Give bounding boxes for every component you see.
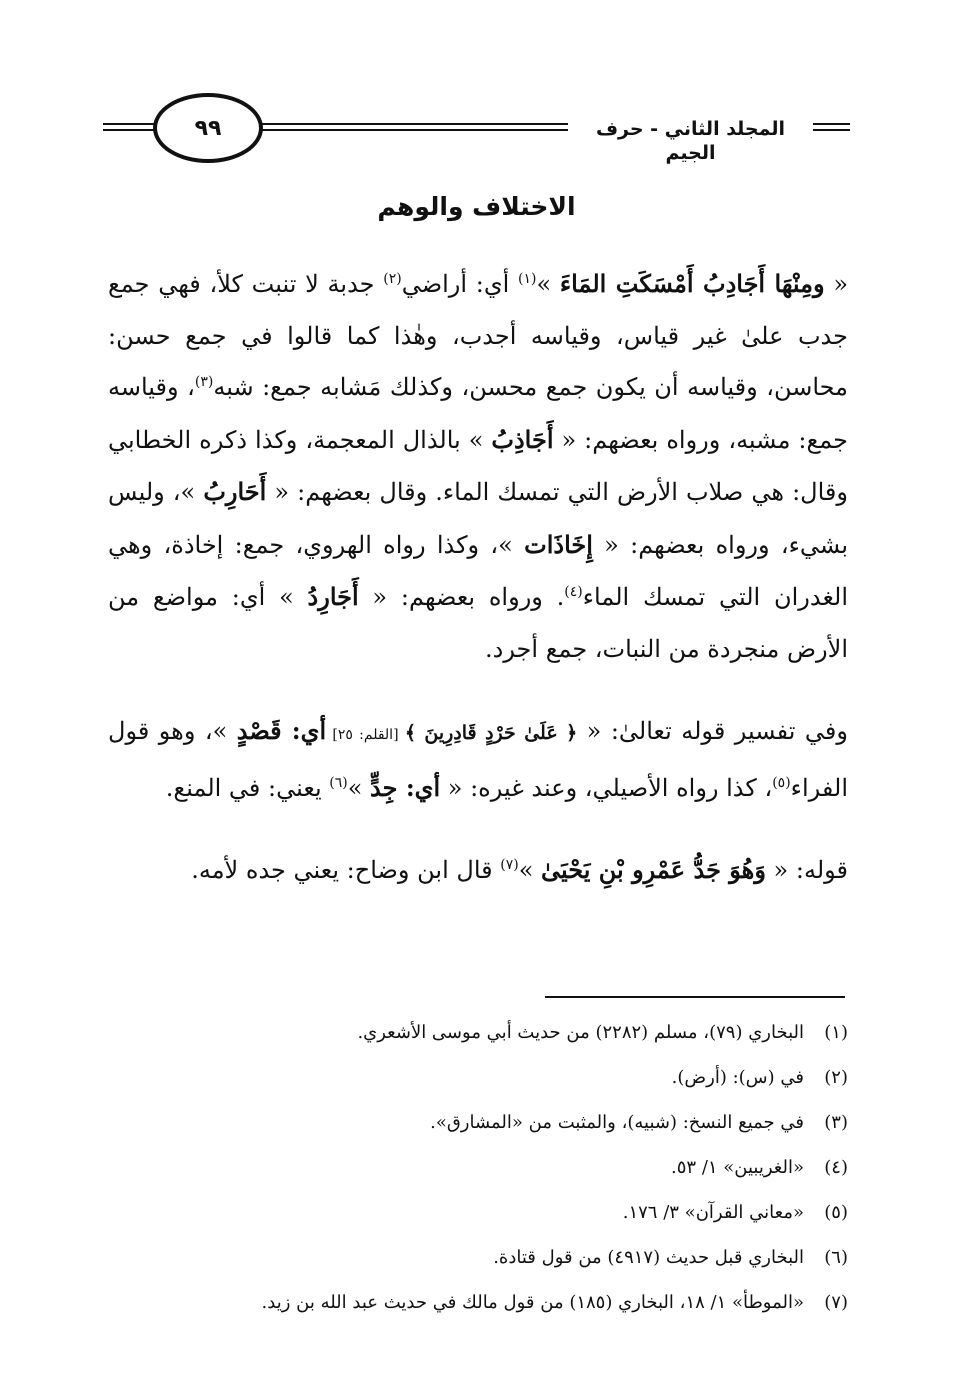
text-run: ، وقياسه جمع: مشبه، ورواه بعضهم: «	[108, 373, 848, 454]
variant-word: أَجَارِدُ	[307, 582, 359, 611]
quran-quote: ﴿ عَلَىٰ حَرْدٍ قَادِرِينَ ﴾	[404, 722, 578, 744]
text-run: »، وهو قول الفراء	[108, 717, 848, 802]
page-number-badge	[153, 93, 263, 163]
variant-word: أَجَاذِبُ	[491, 424, 554, 454]
footnote-number: (٦)	[824, 1247, 848, 1268]
variant-word: أي: جِدٍّ	[370, 772, 441, 802]
footnote-text: «الموطأ» ١/ ١٨، البخاري (١٨٥) من قول مالك في حديث عبد الله بن زيد.	[261, 1292, 804, 1313]
text-run: » بالذال المعجمة، وكذا ذكره الخطابي وقال: هي صلاب الأرض التي تمسك الماء. وقال بعضهم: «	[108, 425, 848, 506]
text-run: »، وليس بشيء، ورواه بعضهم: «	[108, 478, 849, 559]
footnote-ref: (٦)	[329, 774, 348, 791]
footnote-2	[108, 1055, 848, 1100]
text-run: » أي: مواضع من الأرض منجردة من النبات، جمع أجرد.	[108, 583, 848, 663]
text-run: »	[536, 270, 560, 298]
footnote-text: «معاني القرآن» ٣/ ١٧٦.	[622, 1202, 804, 1223]
header-rule-right	[813, 123, 850, 131]
footnote-7	[108, 1280, 848, 1325]
footnote-separator	[545, 996, 845, 998]
footnote-text: «الغريبين» ١/ ٥٣.	[671, 1157, 804, 1178]
footnote-number: (١)	[824, 1022, 848, 1043]
text-run: قال ابن وضاح: يعني جده لأمه.	[191, 856, 501, 884]
main-text	[108, 258, 848, 897]
footnote-text: في جميع النسخ: (شبيه)، والمثبت من «المشارق».	[430, 1112, 804, 1133]
text-run: وفي تفسير قوله تعالىٰ: «	[577, 717, 848, 745]
text-run: »، وكذا رواه الهروي، جمع: إخاذة، وهي الغدران التي تمسك الماء	[108, 530, 849, 611]
variant-word: إِخَاذَات	[524, 529, 593, 559]
variant-word: أَحَارِبُ	[203, 477, 267, 506]
footnote-ref: (٥)	[772, 774, 791, 791]
footnote-text: في (س): (أرض).	[671, 1067, 804, 1088]
paragraph-3	[108, 844, 848, 897]
footnote-number: (٢)	[824, 1067, 848, 1088]
text-run: »	[347, 773, 371, 802]
quran-reference: [القلم: ٢٥]	[326, 727, 405, 743]
footnote-number: (٥)	[824, 1202, 848, 1223]
header-rule-middle	[203, 123, 628, 131]
text-run: . ورواه بعضهم: «	[358, 583, 565, 611]
running-title: المجلد الثاني - حرف الجيم	[568, 117, 813, 165]
footnote-ref: (٣)	[194, 374, 214, 390]
paragraph-1	[108, 258, 848, 675]
footnote-1	[108, 1010, 848, 1055]
text-run: جدبة لا تنبت كلأ، فهي جمع جدب علىٰ غير قياس، وقياسه أجدب، وهٰذا كما قالوا في جمع حسن: محاسن، وقياسه أن يكون جمع محسن، وكذلك مَشابه جمع: شبه	[108, 270, 849, 401]
footnote-ref: (٢)	[383, 271, 402, 287]
text-run: ، كذا رواه الأصيلي، وعند غيره: «	[440, 773, 773, 802]
text-run: »	[518, 856, 542, 884]
footnote-ref: (١)	[518, 271, 537, 287]
headword: وَهُوَ جَدُّ عَمْرِو بْنِ يَحْيَىٰ	[541, 855, 766, 884]
page-number: ٩٩	[194, 115, 222, 141]
footnote-number: (٤)	[824, 1157, 848, 1178]
footnote-ref: (٧)	[500, 857, 519, 873]
footnotes	[108, 1010, 848, 1325]
footnote-3	[108, 1100, 848, 1145]
page-header	[103, 93, 850, 189]
footnote-number: (٣)	[824, 1112, 848, 1133]
footnote-ref: (٤)	[564, 584, 583, 600]
text-run: «	[824, 270, 849, 298]
text-run: أي: أراضي	[401, 270, 519, 298]
footnote-6	[108, 1235, 848, 1280]
footnote-text: البخاري (٧٩)، مسلم (٢٢٨٢) من حديث أبي موسى الأشعري.	[357, 1022, 804, 1043]
text-run: يعني: في المنع.	[165, 773, 330, 802]
headword: ومِنْهَا أَجَادِبُ أَمْسَكَتِ المَاءَ	[559, 269, 825, 298]
footnote-text: البخاري قبل حديث (٤٩١٧) من قول قتادة.	[493, 1247, 804, 1268]
footnote-4	[108, 1145, 848, 1190]
footnote-5	[108, 1190, 848, 1235]
variant-word: أي: قَصْدٍ	[236, 716, 327, 745]
paragraph-2	[108, 705, 848, 814]
footnote-number: (٧)	[824, 1292, 848, 1313]
section-title: الاختلاف والوهم	[377, 192, 576, 221]
text-run: قوله: «	[765, 856, 848, 884]
